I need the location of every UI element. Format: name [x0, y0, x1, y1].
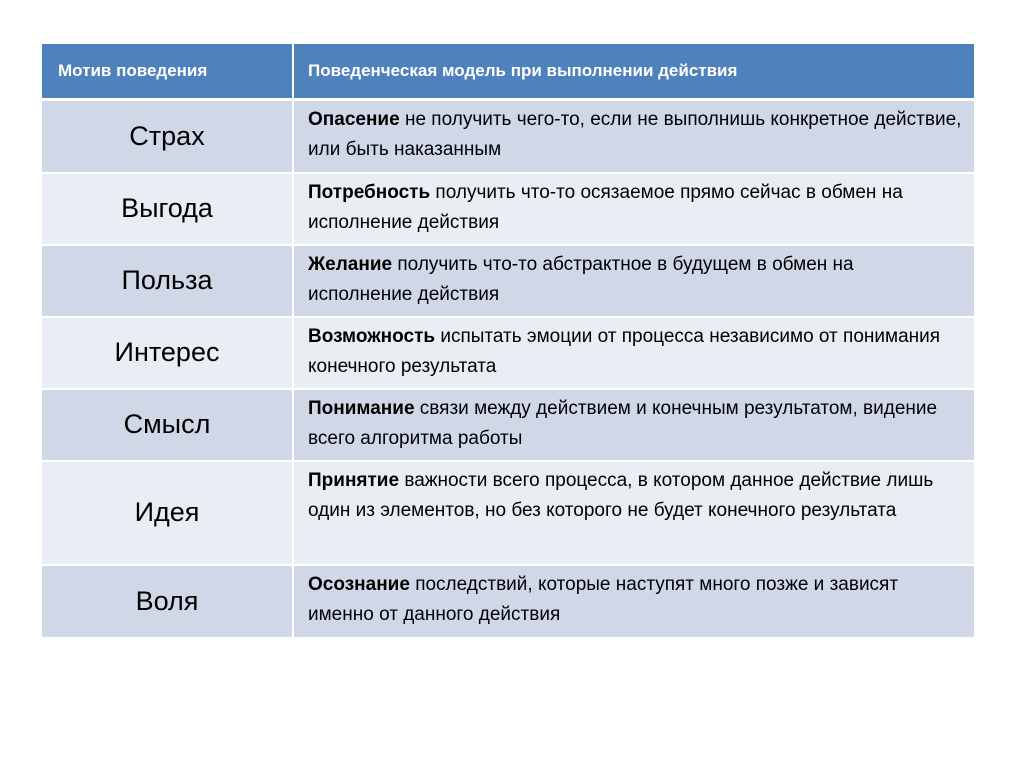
model-keyword: Принятие	[308, 469, 400, 491]
header-motive: Мотив поведения	[42, 44, 293, 100]
motive-cell: Воля	[42, 565, 293, 637]
model-cell	[293, 173, 974, 245]
table-header	[42, 44, 974, 100]
motive-cell: Интерес	[42, 317, 293, 389]
model-text: получить что-то осязаемое прямо сейчас в обмен на исполнение действия	[308, 181, 903, 233]
table-row	[42, 245, 974, 317]
model-text: получить что-то абстрактное в будущем в обмен на исполнение действия	[308, 253, 854, 305]
model-keyword: Опасение	[308, 109, 400, 130]
motive-cell: Страх	[42, 100, 293, 173]
table-row	[42, 100, 974, 173]
model-keyword: Осознание	[308, 573, 410, 595]
model-cell	[293, 565, 974, 637]
model-cell	[293, 245, 974, 317]
motive-cell: Выгода	[42, 173, 293, 245]
model-text: связи между действием и конечным результатом, видение всего алгоритма работы	[308, 397, 938, 449]
model-text: испытать эмоции от процесса независимо от понимания конечного результата	[308, 325, 941, 377]
model-text: не получить чего-то, если не выполнишь конкретное действие, или быть наказанным	[308, 109, 962, 160]
table-row	[42, 565, 974, 637]
table-row	[42, 173, 974, 245]
model-text: важности всего процесса, в котором данное действие лишь один из элементов, но без которого не будет конечного результата	[308, 469, 934, 521]
model-keyword: Потребность	[308, 181, 431, 203]
model-cell	[293, 461, 974, 565]
model-cell	[293, 100, 974, 173]
motive-cell: Смысл	[42, 389, 293, 461]
model-keyword: Возможность	[308, 325, 436, 347]
model-cell	[293, 317, 974, 389]
table-body	[42, 100, 974, 637]
model-cell	[293, 389, 974, 461]
motive-table	[42, 44, 974, 637]
table-row	[42, 317, 974, 389]
header-row	[42, 44, 974, 100]
table-row	[42, 461, 974, 565]
motive-cell: Идея	[42, 461, 293, 565]
header-model: Поведенческая модель при выполнении действия	[293, 44, 974, 100]
motive-cell: Польза	[42, 245, 293, 317]
model-keyword: Понимание	[308, 397, 415, 419]
model-keyword: Желание	[308, 253, 393, 275]
model-text: последствий, которые наступят много позже и зависят именно от данного действия	[308, 573, 899, 625]
table-row	[42, 389, 974, 461]
